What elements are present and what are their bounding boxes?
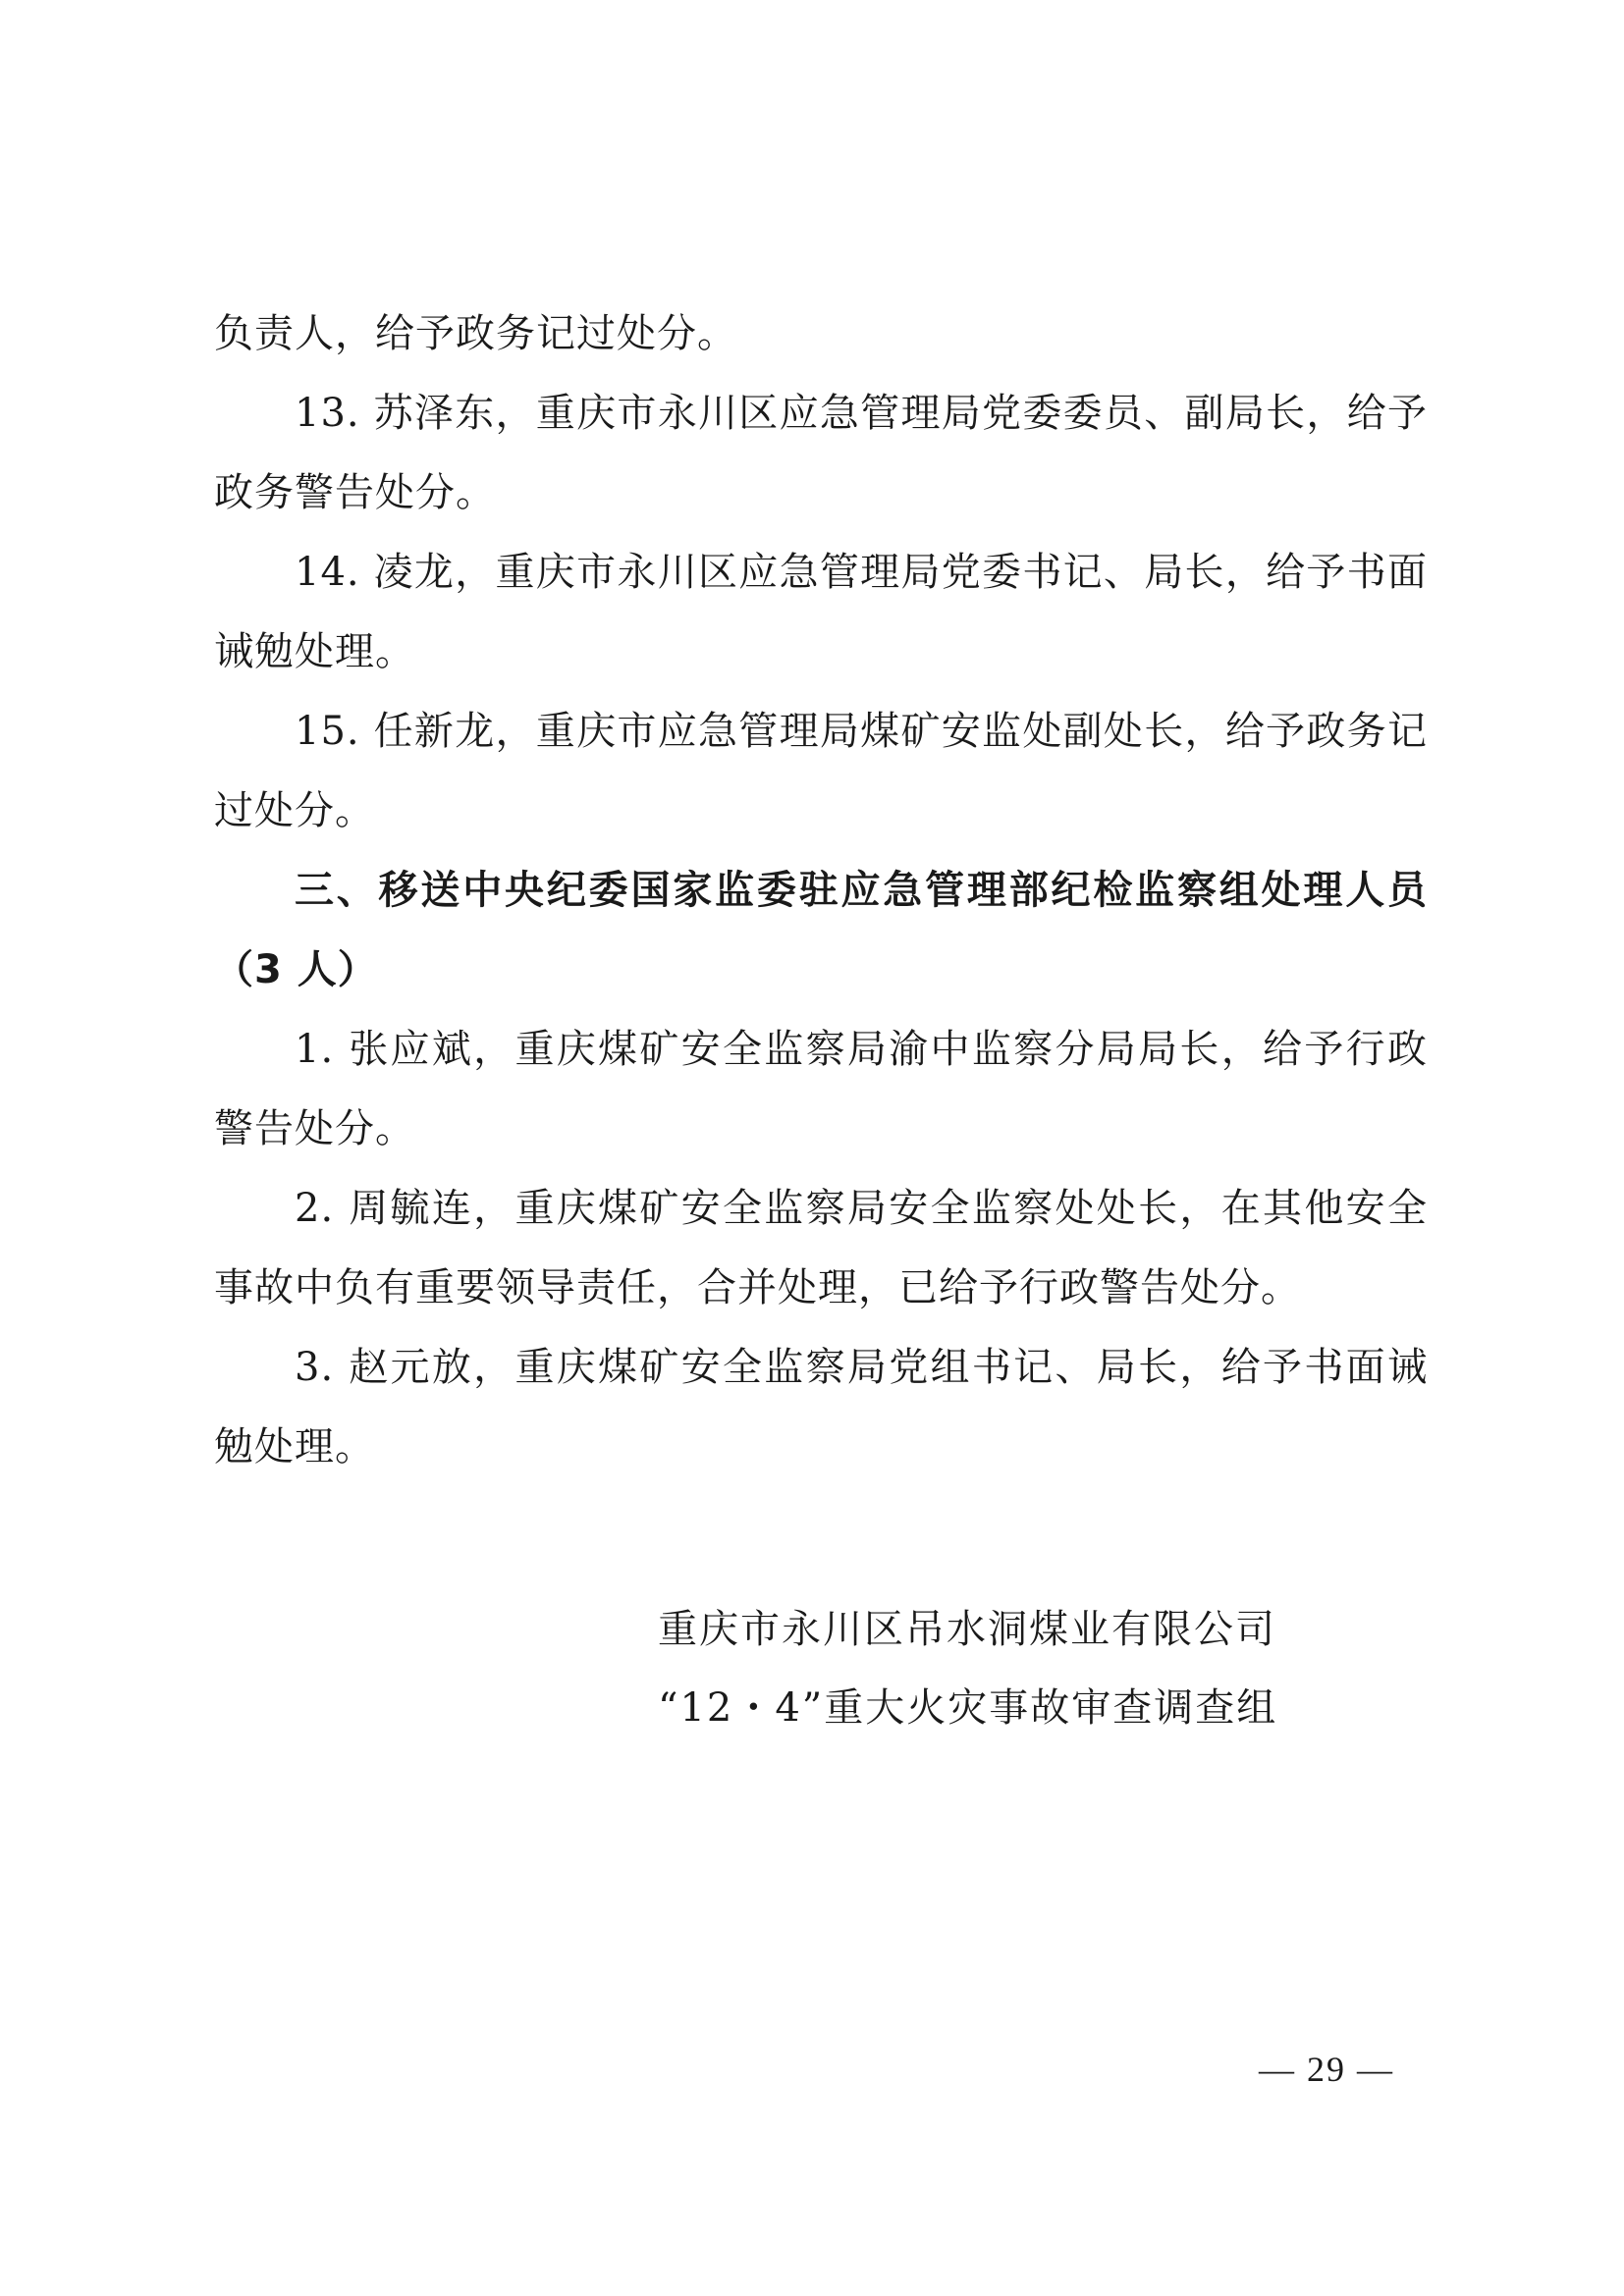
paragraph-item-2: 2. 周毓连，重庆煤矿安全监察局安全监察处处长，在其他安全事故中负有重要领导责任，合并处理，已给予行政警告处分。 [214, 1186, 1428, 1310]
signature-line-2: “12・4”重大火灾事故审查调查组 [658, 1685, 1278, 1731]
paragraph-item-15: 15. 任新龙，重庆市应急管理局煤矿安监处副处长，给予政务记过处分。 [214, 709, 1428, 833]
paragraph-continuation: 负责人，给予政务记过处分。 [214, 311, 737, 356]
paragraph-item-14: 14. 凌龙，重庆市永川区应急管理局党委书记、局长，给予书面诫勉处理。 [214, 550, 1428, 674]
paragraph-item-1: 1. 张应斌，重庆煤矿安全监察局渝中监察分局局长，给予行政警告处分。 [214, 1027, 1428, 1151]
signature-line-1: 重庆市永川区吊水洞煤业有限公司 [658, 1607, 1276, 1652]
paragraph-item-13: 13. 苏泽东，重庆市永川区应急管理局党委委员、副局长，给予政务警告处分。 [214, 391, 1428, 515]
section-heading: 三、移送中央纪委国家监委驻应急管理部纪检监察组处理人员（3 人） [214, 868, 1428, 992]
paragraph-item-3: 3. 赵元放，重庆煤矿安全监察局党组书记、局长，给予书面诫勉处理。 [214, 1345, 1428, 1469]
page-number: — 29 — [1259, 2050, 1394, 2089]
